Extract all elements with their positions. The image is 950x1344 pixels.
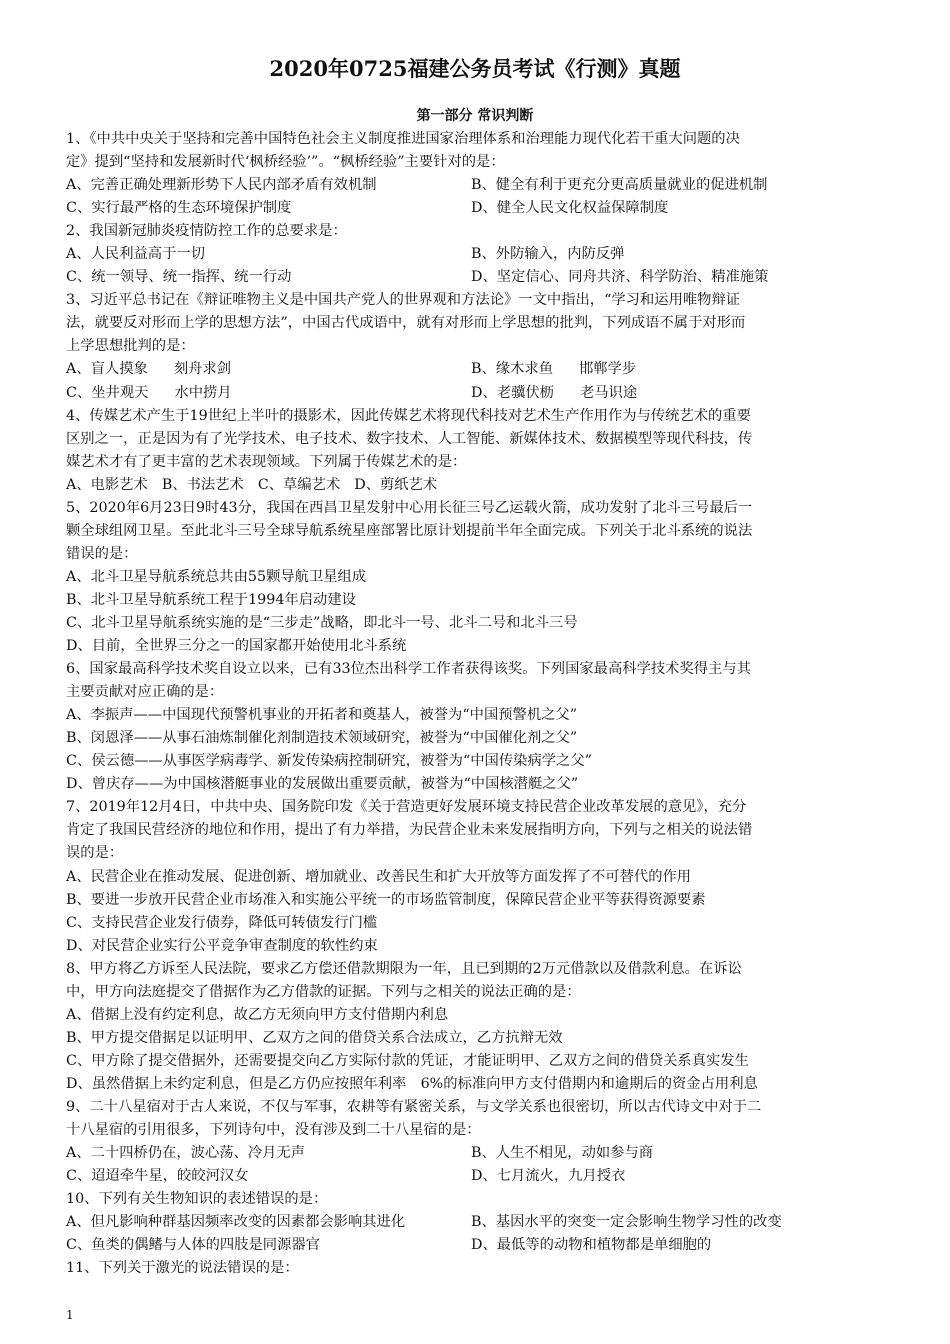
question-3 — [66, 289, 884, 404]
option-a: A、盲人摸象 刻舟求剑 — [66, 361, 231, 378]
question-text: 上学思想批判的是： — [66, 338, 195, 355]
option-a: A、但凡影响种群基因频率改变的因素都会影响其进化 — [66, 1214, 406, 1231]
question-text: 11、下列关于激光的说法错误的是： — [66, 1260, 299, 1277]
question-text: 9、二十八星宿对于古人来说，不仅与军事，农耕等有紧密关系，与文学关系也很密切，所以古代诗文中对于二 — [66, 1098, 762, 1115]
question-text: 误的是： — [66, 845, 124, 862]
question-6 — [66, 658, 884, 796]
question-7 — [66, 796, 884, 957]
option-d: D、对民营企业实行公平竞争审查制度的软性约束 — [66, 937, 378, 954]
option-a: A、李振声——中国现代预警机事业的开拓者和奠基人，被誉为“中国预警机之父” — [66, 707, 578, 724]
option-c: C、坐井观天 水中捞月 — [66, 384, 232, 401]
question-9 — [66, 1096, 884, 1188]
question-11 — [66, 1257, 884, 1280]
option-d: D、七月流火，九月授衣 — [471, 1168, 626, 1185]
option-c: C、实行最严格的生态环境保护制度 — [66, 200, 292, 217]
question-4 — [66, 405, 884, 497]
page-number: 1 — [66, 1308, 74, 1322]
question-text: 中，甲方向法庭提交了借据作为乙方借款的证据。下列与之相关的说法正确的是： — [66, 983, 581, 1000]
question-5 — [66, 497, 884, 658]
option-d: D、坚定信心、同舟共济、科学防治、精准施策 — [471, 269, 769, 286]
question-text: 错误的是： — [66, 545, 138, 562]
option-b: B、外防输入，内防反弹 — [471, 246, 625, 263]
question-text: 2、我国新冠肺炎疫情防控工作的总要求是： — [66, 223, 347, 240]
option-c: C、支持民营企业发行债券，降低可转债发行门槛 — [66, 914, 378, 931]
question-text: 主要贡献对应正确的是： — [66, 684, 224, 701]
question-text: 8、甲方将乙方诉至人民法院，要求乙方偿还借款期限为一年，且已到期的2万元借款以及借款利息。在诉讼 — [66, 960, 742, 977]
question-8 — [66, 958, 884, 1096]
question-text: 十八星宿的引用很多，下列诗句中，没有涉及到二十八星宿的是： — [66, 1122, 481, 1139]
question-text: 10、下列有关生物知识的表述错误的是： — [66, 1191, 328, 1208]
option-d: D、剪纸艺术 — [354, 476, 438, 493]
question-text: 5、2020年6月23日9时43分，我国在西昌卫星发射中心用长征三号乙运载火箭，成功发射了北斗三号最后一 — [66, 499, 753, 516]
option-b: B、北斗卫星导航系统工程于1994年启动建设 — [66, 591, 356, 608]
question-1 — [66, 128, 884, 220]
option-b: B、健全有利于更充分更高质量就业的促进机制 — [471, 177, 768, 194]
question-text: 3、习近平总书记在《辩证唯物主义是中国共产党人的世界观和方法论》一文中指出，“学习和运用唯物辩证 — [66, 292, 741, 309]
document-page — [66, 48, 884, 1280]
option-a: A、民营企业在推动发展、促进创新、增加就业、改善民生和扩大开放等方面发挥了不可替代的作用 — [66, 868, 692, 885]
option-c: C、北斗卫星导航系统实施的是“三步走”战略，即北斗一号、北斗二号和北斗三号 — [66, 614, 578, 631]
question-text: 4、传媒艺术产生于19世纪上半叶的摄影术，因此传媒艺术将现代科技对艺术生产作用作为与传统艺术的重要 — [66, 407, 751, 424]
option-b: B、基因水平的突变一定会影响生物学习性的改变 — [471, 1214, 782, 1231]
option-a: A、人民利益高于一切 — [66, 246, 205, 263]
option-a: A、北斗卫星导航系统总共由55颗导航卫星组成 — [66, 568, 367, 585]
option-b: B、人生不相见，动如参与商 — [471, 1145, 654, 1162]
option-d: D、老骥伏枥 老马识途 — [471, 384, 638, 401]
question-2 — [66, 220, 884, 289]
section-heading: 第一部分 常识判断 — [416, 108, 534, 124]
option-d: D、最低等的动物和植物都是单细胞的 — [471, 1237, 712, 1254]
question-text: 区别之一，正是因为有了光学技术、电子技术、数字技术、人工智能、新媒体技术、数据模型等现代科技，传 — [66, 430, 753, 447]
option-a: A、借据上没有约定利息，故乙方无须向甲方支付借期内利息 — [66, 1006, 449, 1023]
option-b: B、要进一步放开民营企业市场准入和实施公平统一的市场监管制度，保障民营企业平等获得资源要素 — [66, 891, 706, 908]
option-c: C、统一领导、统一指挥、统一行动 — [66, 269, 292, 286]
question-text: 1、《中共中央关于坚持和完善中国特色社会主义制度推进国家治理体系和治理能力现代化若干重大问题的决 — [66, 131, 740, 147]
option-b: B、书法艺术 — [161, 476, 244, 493]
question-10 — [66, 1188, 884, 1257]
option-d: D、曾庆存——为中国核潜艇事业的发展做出重要贡献，被誉为“中国核潜艇之父” — [66, 776, 579, 793]
question-text: 7、2019年12月4日，中共中央、国务院印发《关于营造更好发展环境支持民营企业改革发展的意见》，充分 — [66, 799, 747, 816]
question-text: 媒艺术才有了更丰富的艺术表现领域。下列属于传媒艺术的是： — [66, 453, 467, 470]
option-d: D、虽然借据上未约定利息，但是乙方仍应按照年利率 6%的标准向甲方支付借期内和逾期后的资金占用利息 — [66, 1075, 758, 1092]
question-text: 定》提到“坚持和发展新时代‘枫桥经验’”。“枫桥经验”主要针对的是： — [66, 154, 505, 171]
option-c: C、草编艺术 — [257, 476, 341, 493]
option-a: A、电影艺术 — [66, 476, 148, 493]
option-b: B、闵恩泽——从事石油炼制催化剂制造技术领域研究，被誉为“中国催化剂之父” — [66, 730, 578, 747]
option-b: B、甲方提交借据足以证明甲、乙双方之间的借贷关系合法成立，乙方抗辩无效 — [66, 1029, 563, 1046]
question-text: 6、国家最高科学技术奖自设立以来，已有33位杰出科学工作者获得该奖。下列国家最高科学技术奖得主与其 — [66, 661, 751, 678]
option-c: C、迢迢牵牛星，皎皎河汉女 — [66, 1168, 249, 1185]
question-text: 颗全球组网卫星。至此北斗三号全球导航系统星座部署比原计划提前半年全面完成。下列关于北斗系统的说法 — [66, 522, 753, 539]
option-c: C、鱼类的偶鳍与人体的四肢是同源器官 — [66, 1237, 320, 1254]
option-c: C、甲方除了提交借据外，还需要提交向乙方实际付款的凭证，才能证明甲、乙双方之间的借贷关系真实发生 — [66, 1052, 749, 1069]
option-d: D、健全人民文化权益保障制度 — [471, 200, 669, 217]
option-d: D、目前，全世界三分之一的国家都开始使用北斗系统 — [66, 638, 407, 655]
option-c: C、侯云德——从事医学病毒学、新发传染病控制研究，被誉为“中国传染病学之父” — [66, 753, 592, 770]
option-a: A、完善正确处理新形势下人民内部矛盾有效机制 — [66, 177, 377, 194]
document-title: 2020年0725福建公务员考试《行测》真题 — [269, 56, 681, 81]
question-text: 法，就要反对形而上学的思想方法”，中国古代成语中，就有对形而上学思想的批判，下列成语不属于对形而 — [66, 315, 746, 332]
option-b: B、缘木求鱼 邯郸学步 — [471, 361, 637, 378]
option-a: A、二十四桥仍在，波心荡、冷月无声 — [66, 1145, 306, 1162]
question-text: 肯定了我国民营经济的地位和作用，提出了有力举措，为民营企业未来发展指明方向，下列与之相关的说法错 — [66, 822, 753, 839]
